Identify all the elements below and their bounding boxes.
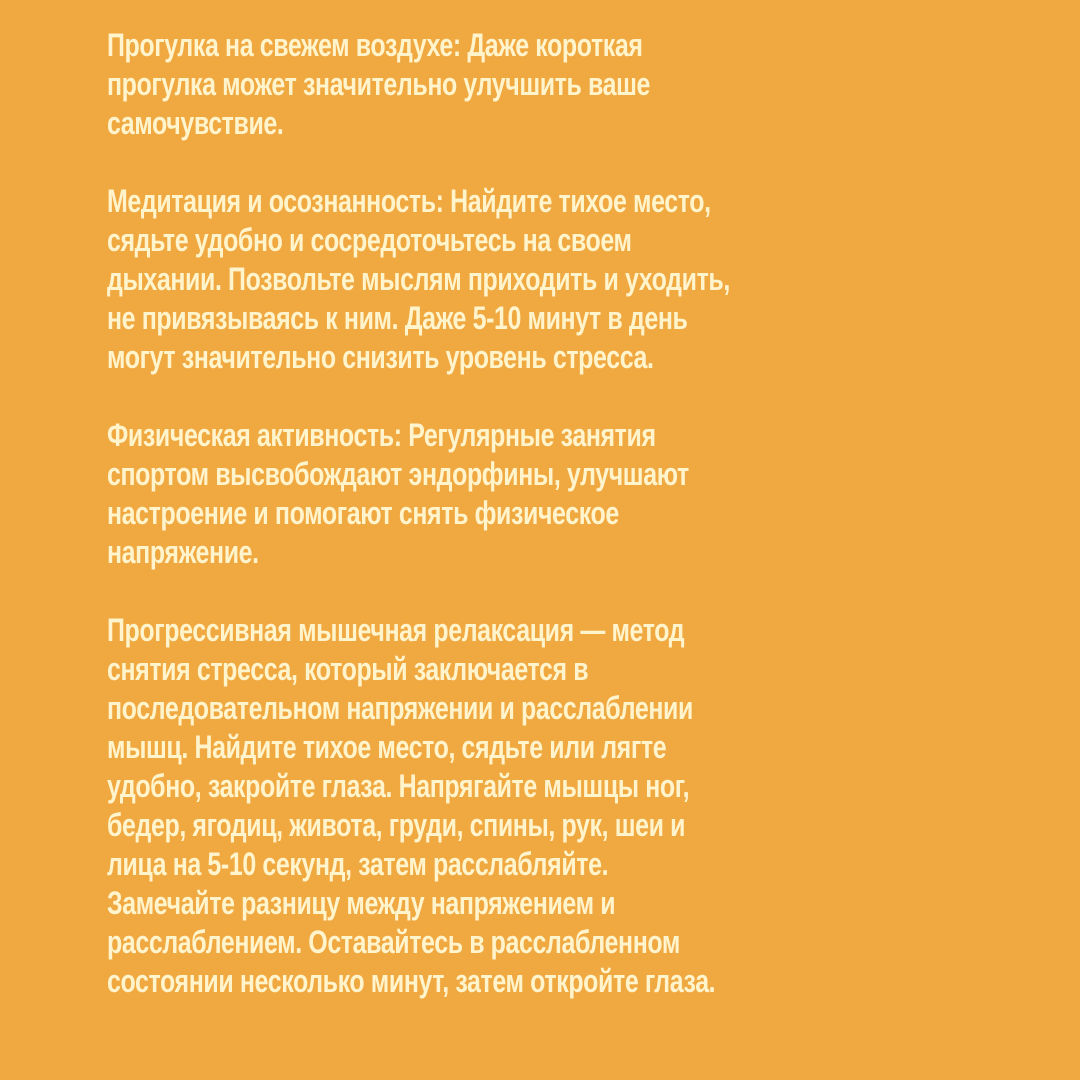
text-line: Прогулка на свежем воздухе: Даже короткая	[107, 27, 643, 63]
text-line: расслаблением. Оставайтесь в расслабленном	[107, 924, 680, 960]
paragraph-physical-activity	[107, 416, 1047, 572]
text-line: спортом высвобождают эндорфины, улучшают	[107, 456, 689, 492]
text-line: состоянии несколько минут, затем откройте глаза.	[107, 963, 716, 999]
article-text	[107, 26, 840, 1001]
text-line: настроение и помогают снять физическое	[107, 495, 619, 531]
text-line: сядьте удобно и сосредоточьтесь на своем	[107, 222, 632, 258]
text-line: самочувствие.	[107, 105, 284, 141]
text-line: лица на 5-10 секунд, затем расслабляйте.	[107, 846, 609, 882]
text-line: Замечайте разницу между напряжением и	[107, 885, 616, 921]
text-line: не привязываясь к ним. Даже 5-10 минут в день	[107, 300, 688, 336]
text-line: удобно, закройте глаза. Напрягайте мышцы ног,	[107, 768, 690, 804]
paragraph-meditation	[107, 182, 1047, 377]
text-line: последовательном напряжении и расслаблении	[107, 690, 693, 726]
text-line: прогулка может значительно улучшить ваше	[107, 66, 651, 102]
text-line: бедер, ягодиц, живота, груди, спины, рук, шеи и	[107, 807, 686, 843]
paragraph-walk	[107, 26, 1047, 143]
text-line: Прогрессивная мышечная релаксация — метод	[107, 612, 685, 648]
text-line: дыхании. Позвольте мыслям приходить и уходить,	[107, 261, 730, 297]
text-line: могут значительно снизить уровень стресса.	[107, 339, 654, 375]
text-line: мышц. Найдите тихое место, сядьте или лягте	[107, 729, 667, 765]
text-line: напряжение.	[107, 534, 259, 570]
paragraph-muscle-relaxation	[107, 611, 1047, 1001]
text-line: Медитация и осознанность: Найдите тихое место,	[107, 183, 711, 219]
text-line: Физическая активность: Регулярные занятия	[107, 417, 656, 453]
text-line: снятия стресса, который заключается в	[107, 651, 589, 687]
